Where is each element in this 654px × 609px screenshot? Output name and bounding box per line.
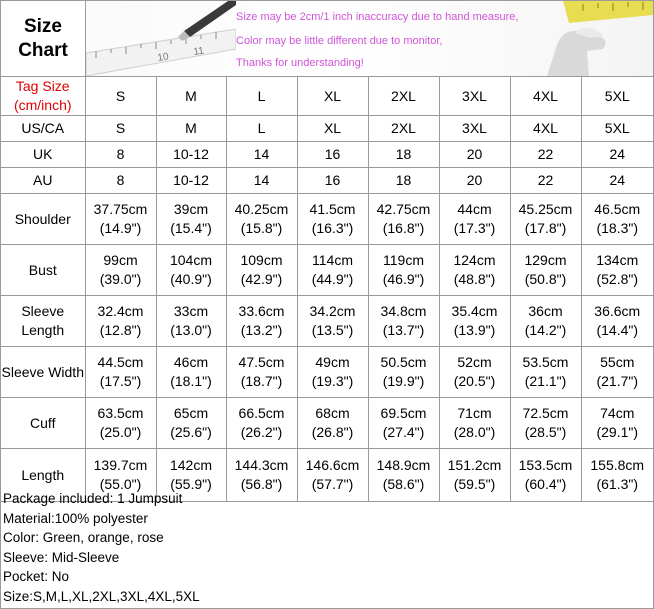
measurement-cell [368, 347, 439, 398]
value-cm: 36cm [528, 303, 563, 319]
product-info [1, 489, 653, 606]
tag-size-cell: L [226, 77, 297, 116]
value-inch: (42.9") [240, 271, 283, 287]
tag-size-cell: XL [297, 77, 368, 116]
value-cm: 99cm [103, 252, 138, 268]
value-cm: 109cm [240, 252, 283, 268]
measurement-cell [156, 194, 226, 245]
value-cm: 74cm [600, 405, 635, 421]
value-inch: (17.5") [99, 373, 142, 389]
value-inch: (57.7") [311, 476, 354, 492]
value-inch: (14.9") [99, 220, 142, 236]
conversion-cell: 18 [368, 142, 439, 168]
value-inch: (58.6") [382, 476, 425, 492]
value-cm: 34.2cm [309, 303, 356, 319]
measurement-cell [581, 245, 653, 296]
measurement-row [1, 194, 653, 245]
conversion-cell: 8 [85, 142, 156, 168]
conversion-cell: M [156, 116, 226, 142]
value-cm: 124cm [453, 252, 496, 268]
value-inch: (14.2") [524, 322, 567, 338]
conversion-cell: 16 [297, 142, 368, 168]
value-inch: (40.9") [170, 271, 212, 287]
value-cm: 153.5cm [518, 457, 573, 473]
tag-size-cell: 4XL [510, 77, 581, 116]
conversion-row [1, 168, 653, 194]
measurement-cell [581, 347, 653, 398]
value-cm: 71cm [457, 405, 492, 421]
conversion-cell: 22 [510, 142, 581, 168]
conversion-row [1, 116, 653, 142]
value-inch: (25.6") [170, 424, 212, 440]
value-cm: 72.5cm [522, 405, 569, 421]
value-cm: 63.5cm [97, 405, 144, 421]
measurement-cell [226, 194, 297, 245]
row-label: Sleeve Width [1, 347, 85, 398]
measurement-cell [156, 398, 226, 449]
value-cm: 46cm [173, 354, 209, 370]
tape-measure-pen-illustration [86, 1, 236, 76]
conversion-cell: S [85, 116, 156, 142]
size-chart-title [1, 1, 86, 77]
value-inch: (17.3") [453, 220, 496, 236]
measurement-cell [226, 296, 297, 347]
value-cm: 32.4cm [97, 303, 144, 319]
value-cm: 45.25cm [518, 201, 573, 217]
measurement-cell [510, 347, 581, 398]
value-cm: 151.2cm [447, 457, 502, 473]
hand-holding-tape-illustration [543, 1, 653, 76]
info-color: Color: Green, orange, rose [3, 530, 164, 545]
value-cm: 55cm [600, 354, 635, 370]
row-label: AU [1, 168, 85, 194]
tag-size-label: Tag Size (cm/inch) [1, 77, 85, 116]
measurement-cell [368, 296, 439, 347]
measurement-row [1, 245, 653, 296]
value-inch: (28.0") [453, 424, 496, 440]
value-inch: (26.2") [240, 424, 283, 440]
value-cm: 34.8cm [380, 303, 427, 319]
value-inch: (50.8") [524, 271, 567, 287]
row-label: Sleeve Length [1, 296, 85, 347]
value-cm: 33.6cm [238, 303, 285, 319]
value-inch: (15.4") [170, 220, 212, 236]
conversion-cell: 2XL [368, 116, 439, 142]
value-cm: 44.5cm [97, 354, 144, 370]
value-cm: 146.6cm [305, 457, 360, 473]
value-inch: (28.5") [524, 424, 567, 440]
measurement-cell [156, 245, 226, 296]
measurement-cell [439, 398, 510, 449]
value-inch: (13.5") [311, 322, 354, 338]
value-inch: (55.0") [99, 476, 142, 492]
row-label: US/CA [1, 116, 85, 142]
measurement-cell [85, 347, 156, 398]
tag-size-cell: S [85, 77, 156, 116]
value-inch: (20.5") [453, 373, 496, 389]
tag-size-cell: M [156, 77, 226, 116]
value-inch: (25.0") [99, 424, 142, 440]
ruler-number-10: 10 [156, 51, 170, 64]
value-cm: 129cm [524, 252, 567, 268]
tag-size-cell: 2XL [368, 77, 439, 116]
value-cm: 46.5cm [594, 201, 641, 217]
value-cm: 44cm [457, 201, 492, 217]
conversion-cell: 14 [226, 168, 297, 194]
measurement-cell [368, 398, 439, 449]
info-material: Material:100% polyester [3, 510, 148, 526]
value-inch: (52.8") [596, 271, 639, 287]
measurement-cell [439, 194, 510, 245]
conversion-row [1, 142, 653, 168]
info-package: Package included: 1 Jumpsuit [3, 491, 183, 506]
value-cm: 139.7cm [93, 457, 148, 473]
value-cm: 104cm [169, 252, 213, 268]
value-inch: (59.5") [453, 476, 496, 492]
measurement-row [1, 347, 653, 398]
conversion-cell: L [226, 116, 297, 142]
row-label: Length [1, 449, 85, 502]
size-table [1, 77, 653, 502]
value-inch: (16.3") [311, 220, 354, 236]
measurement-cell [226, 398, 297, 449]
value-cm: 66.5cm [238, 405, 285, 421]
conversion-cell: 20 [439, 142, 510, 168]
size-chart-header [1, 1, 653, 76]
conversion-cell: 10-12 [156, 168, 226, 194]
conversion-cell: 16 [297, 168, 368, 194]
conversion-cell: 8 [85, 168, 156, 194]
conversion-cell: 3XL [439, 116, 510, 142]
measurement-cell [439, 296, 510, 347]
value-cm: 65cm [173, 405, 209, 421]
measurement-banner [86, 1, 653, 77]
conversion-cell: 24 [581, 142, 653, 168]
value-cm: 69.5cm [380, 405, 427, 421]
value-inch: (27.4") [382, 424, 425, 440]
measurement-cell [581, 398, 653, 449]
value-cm: 36.6cm [594, 303, 641, 319]
value-cm: 42.75cm [376, 201, 431, 217]
value-inch: (61.3") [596, 476, 639, 492]
conversion-cell: 10-12 [156, 142, 226, 168]
info-sleeve: Sleeve: Mid-Sleeve [3, 549, 120, 565]
conversion-cell: 4XL [510, 116, 581, 142]
row-label: Bust [1, 245, 85, 296]
conversion-cell: 20 [439, 168, 510, 194]
value-inch: (21.1") [524, 373, 567, 389]
info-pocket: Pocket: No [3, 569, 70, 584]
value-inch: (60.4") [524, 476, 567, 492]
value-inch: (19.9") [382, 373, 425, 389]
value-inch: (13.2") [240, 322, 283, 338]
value-inch: (15.8") [240, 220, 283, 236]
measurement-cell [85, 245, 156, 296]
value-cm: 41.5cm [309, 201, 356, 217]
conversion-cell: 5XL [581, 116, 653, 142]
measurement-cell [510, 398, 581, 449]
measurement-cell [85, 398, 156, 449]
measurement-cell [297, 296, 368, 347]
value-cm: 52cm [457, 354, 492, 370]
conversion-cell: 14 [226, 142, 297, 168]
measurement-cell [156, 296, 226, 347]
conversion-cell: XL [297, 116, 368, 142]
conversion-cell: 18 [368, 168, 439, 194]
note-measure-inaccuracy: Size may be 2cm/1 inch inaccuracy due to hand measure, [236, 11, 519, 23]
row-label: Cuff [1, 398, 85, 449]
measurement-cell [297, 245, 368, 296]
conversion-cell: 24 [581, 168, 653, 194]
measurement-cell [226, 245, 297, 296]
measurement-cell [510, 245, 581, 296]
value-inch: (14.4") [596, 322, 639, 338]
value-inch: (26.8") [311, 424, 354, 440]
measurement-cell [297, 194, 368, 245]
measurement-cell [85, 194, 156, 245]
value-inch: (13.0") [170, 322, 212, 338]
value-inch: (19.3") [311, 373, 354, 389]
value-inch: (29.1") [596, 424, 639, 440]
value-inch: (48.8") [453, 271, 496, 287]
value-cm: 35.4cm [451, 303, 498, 319]
measurement-cell [156, 347, 226, 398]
value-inch: (18.1") [170, 373, 212, 389]
row-label: UK [1, 142, 85, 168]
value-inch: (56.8") [240, 476, 283, 492]
value-inch: (46.9") [382, 271, 425, 287]
measurement-row [1, 296, 653, 347]
value-inch: (55.9") [170, 476, 212, 492]
value-inch: (17.8") [524, 220, 567, 236]
value-cm: 68cm [315, 405, 350, 421]
tag-size-row [1, 77, 653, 116]
value-cm: 53.5cm [522, 354, 569, 370]
value-cm: 119cm [383, 252, 424, 268]
value-cm: 40.25cm [234, 201, 289, 217]
measurement-cell [510, 194, 581, 245]
value-cm: 39cm [173, 201, 209, 217]
measurement-cell [510, 296, 581, 347]
note-thanks: Thanks for understanding! [236, 57, 364, 69]
measurement-cell [297, 398, 368, 449]
value-inch: (39.0") [99, 271, 142, 287]
value-cm: 144.3cm [234, 457, 289, 473]
info-sizes: Size:S,M,L,XL,2XL,3XL,4XL,5XL [3, 588, 200, 604]
measurement-cell [581, 296, 653, 347]
measurement-cell [297, 347, 368, 398]
tag-size-cell: 3XL [439, 77, 510, 116]
value-cm: 114cm [312, 252, 353, 268]
value-inch: (13.7") [382, 322, 425, 338]
title-line-2: Chart [18, 39, 68, 61]
value-inch: (21.7") [596, 373, 639, 389]
value-inch: (16.8") [382, 220, 425, 236]
measurement-cell [439, 245, 510, 296]
value-cm: 50.5cm [380, 354, 427, 370]
value-cm: 49cm [315, 354, 350, 370]
measurement-cell [368, 194, 439, 245]
note-color-difference: Color may be little different due to monitor, [236, 35, 443, 47]
value-cm: 134cm [596, 252, 639, 268]
value-cm: 148.9cm [376, 457, 431, 473]
title-line-1: Size [23, 15, 63, 37]
value-cm: 142cm [169, 457, 213, 473]
value-inch: (44.9") [311, 271, 354, 287]
measurement-cell [439, 347, 510, 398]
value-inch: (18.3") [596, 220, 639, 236]
row-label: Shoulder [1, 194, 85, 245]
value-cm: 37.75cm [93, 201, 148, 217]
conversion-cell: 22 [510, 168, 581, 194]
value-cm: 33cm [173, 303, 209, 319]
ruler-number-11: 11 [192, 45, 205, 58]
tag-size-cell: 5XL [581, 77, 653, 116]
value-cm: 155.8cm [590, 457, 645, 473]
measurement-cell [368, 245, 439, 296]
value-inch: (13.9") [453, 322, 496, 338]
measurement-row [1, 398, 653, 449]
measurement-cell [581, 194, 653, 245]
value-cm: 47.5cm [238, 354, 285, 370]
measurement-cell [85, 296, 156, 347]
measurement-cell [226, 347, 297, 398]
value-inch: (18.7") [240, 373, 283, 389]
value-inch: (12.8") [99, 322, 142, 338]
